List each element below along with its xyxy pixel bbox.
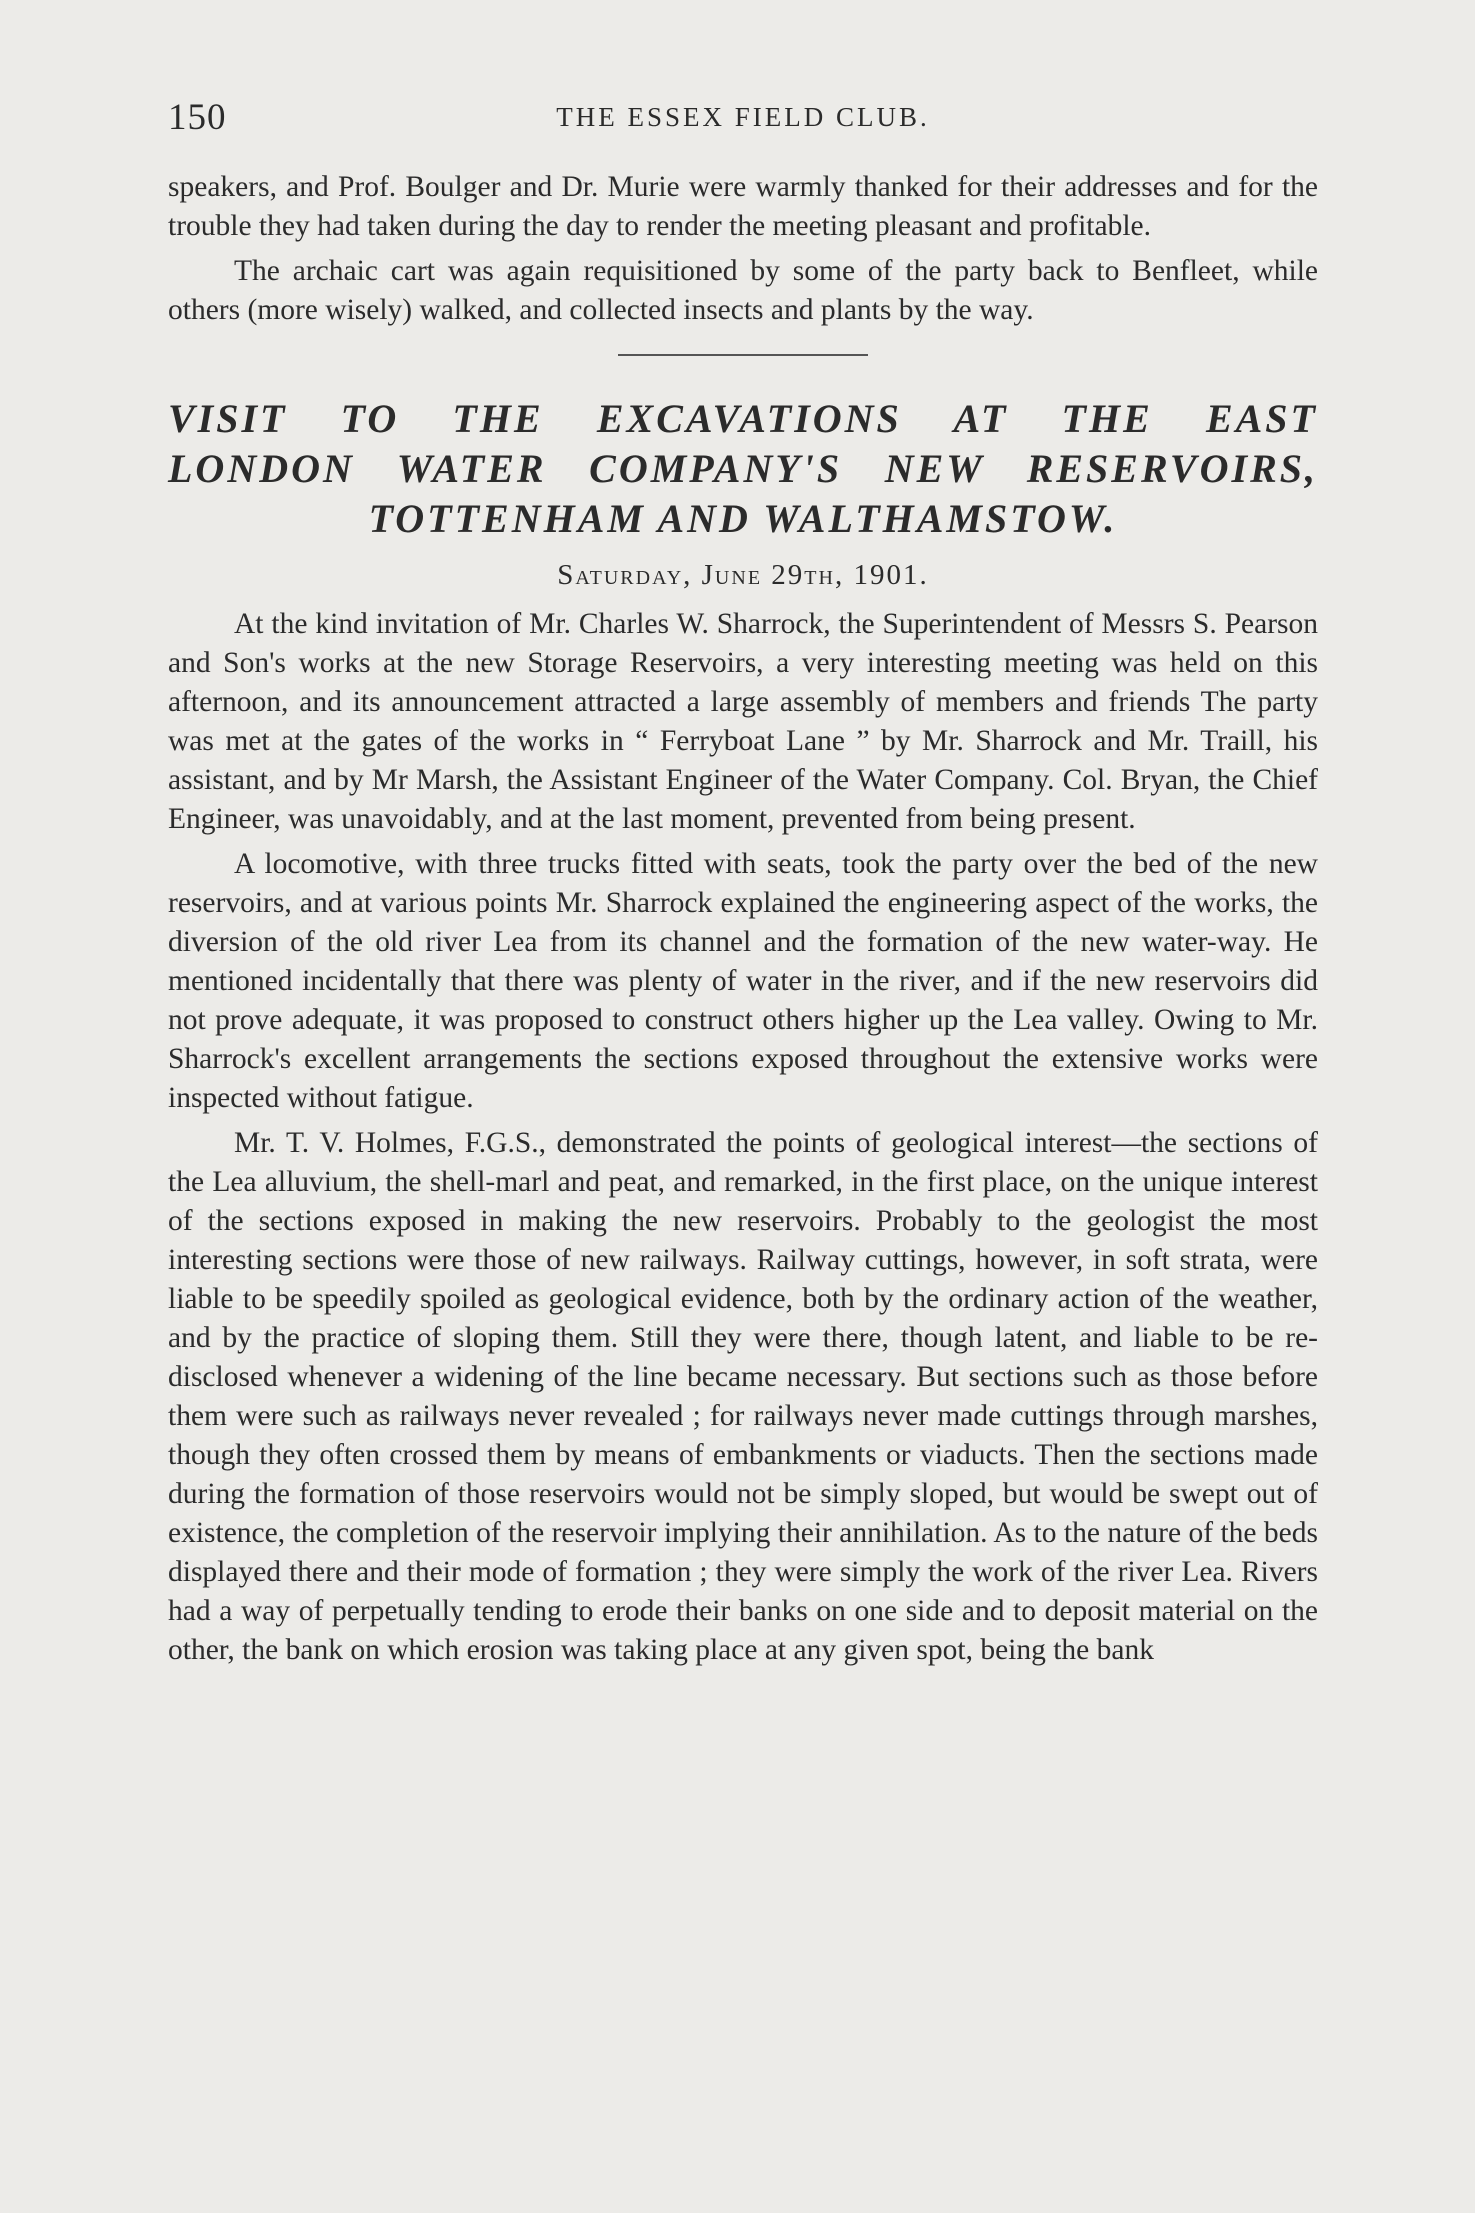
article-paragraph: Mr. T. V. Holmes, F.G.S., demonstrated the points of geological interest—the sections of the Lea alluvium, the shell-marl and peat, and remarked, in the first place, on the unique interest of the sections exposed in making the new reservoirs. Probably to the geologist the most interesting sections were those of new railways. Railway cuttings, however, in soft strata, were liable to be speedily spoiled as geological evidence, both by the ordinary action of the weather, and by the practice of sloping them. Still they were there, though latent, and liable to be re-disclosed whenever a widening of the line became necessary. But sections such as those before them were such as railways never revealed ; for railways never made cuttings through marshes, though they often crossed them by means of embankments or viaducts. Then the sections made during the formation of those reservoirs would not be simply sloped, but would be swept out of existence, the completion of the reservoir implying their annihilation. As to the nature of the beds displayed there and their mode of formation ; they were simply the work of the river Lea. Rivers had a way of perpetually tending to erode their banks on one side and to deposit material on the other, the bank on which erosion was taking place at any given spot, being the bank (168, 1127, 1318, 1666)
page-body (168, 168, 1318, 1670)
article-title (168, 394, 1318, 544)
article-paragraph: At the kind invitation of Mr. Charles W. Sharrock, the Superintendent of Messrs S. Pearson and Son's works at the new Storage Reservoirs, a very interesting meeting was held on this afternoon, and its announcement attracted a large assembly of members and friends The party was met at the gates of the works in “ Ferryboat Lane ” by Mr. Sharrock and Mr. Traill, his assistant, and by Mr Marsh, the Assistant Engineer of the Water Company. Col. Bryan, the Chief Engineer, was unavoidably, and at the last moment, prevented from being present. (168, 608, 1318, 835)
section-divider (618, 354, 868, 356)
article-title-line: VISIT TO THE EXCAVATIONS AT THE EAST (168, 396, 1318, 441)
article-dateline: Saturday, June 29th, 1901. (557, 559, 929, 591)
paragraph: The archaic cart was again requisitioned by some of the party back to Benfleet, while others (more wisely) walked, and collected insects and plants by the way. (168, 255, 1318, 326)
running-head: THE ESSEX FIELD CLUB. (556, 102, 930, 132)
page-number: 150 (168, 97, 227, 138)
article-title-line: TOTTENHAM AND WALTHAMSTOW. (368, 496, 1118, 541)
page-header (168, 96, 1318, 146)
continued-paragraph: speakers, and Prof. Boulger and Dr. Murie were warmly thanked for their addresses and for the trouble they had taken during the day to render the meeting pleasant and profitable. (168, 171, 1318, 242)
article-title-line: LONDON WATER COMPANY'S NEW RESERVOIRS, (168, 446, 1318, 491)
article-paragraph: A locomotive, with three trucks fitted with seats, took the party over the bed of the new reservoirs, and at various points Mr. Sharrock explained the engineering aspect of the works, the diversion of the old river Lea from its channel and the formation of the new water-way. He mentioned incidentally that there was plenty of water in the river, and if the new reservoirs did not prove adequate, it was proposed to construct others higher up the Lea valley. Owing to Mr. Sharrock's excellent arrangements the sections exposed throughout the extensive works were inspected without fatigue. (168, 848, 1318, 1114)
